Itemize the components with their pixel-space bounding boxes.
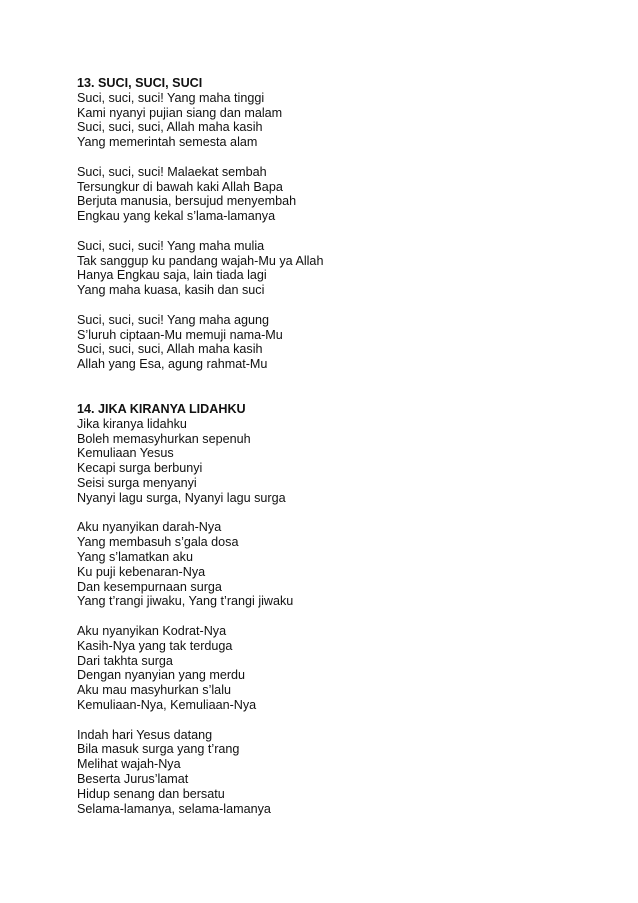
lyric-line: Tak sanggup ku pandang wajah-Mu ya Allah	[77, 253, 324, 268]
song-14	[77, 402, 293, 816]
stanza-gap	[77, 224, 323, 239]
lyric-line: Dengan nyanyian yang merdu	[77, 668, 246, 683]
lyric-line: Aku mau masyhurkan s’lalu	[77, 683, 231, 698]
lyric-line: Hanya Engkau saja, lain tiada lagi	[77, 268, 267, 283]
lyric-line: Melihat wajah-Nya	[77, 757, 181, 772]
lyric-line: Boleh memasyhurkan sepenuh	[77, 431, 251, 446]
song-title: 14. JIKA KIRANYA LIDAHKU	[77, 402, 246, 416]
stanza-3	[77, 239, 323, 298]
stanza-gap	[77, 150, 323, 165]
stanza-gap	[77, 609, 293, 624]
lyric-line: S’luruh ciptaan-Mu memuji nama-Mu	[77, 327, 283, 342]
lyric-line: Kecapi surga berbunyi	[77, 461, 203, 476]
stanza-2	[77, 165, 323, 224]
lyric-line: Seisi surga menyanyi	[77, 475, 197, 490]
lyric-line: Kemuliaan-Nya, Kemuliaan-Nya	[77, 697, 257, 712]
lyric-line: Suci, suci, suci! Yang maha tinggi	[77, 90, 265, 105]
lyric-line: Dari takhta surga	[77, 653, 173, 668]
stanza-2	[77, 520, 293, 609]
lyric-line: Engkau yang kekal s’lama-lamanya	[77, 209, 276, 224]
stanza-1	[77, 91, 323, 150]
lyric-line: Hidup senang dan bersatu	[77, 786, 225, 801]
lyric-line: Berjuta manusia, bersujud menyembah	[77, 194, 297, 209]
lyric-line: Yang t’rangi jiwaku, Yang t’rangi jiwaku	[77, 594, 294, 609]
stanza-gap	[77, 298, 323, 313]
stanza-gap	[77, 506, 293, 521]
stanza-3	[77, 624, 293, 713]
lyric-line: Selama-lamanya, selama-lamanya	[77, 801, 271, 816]
stanza-4	[77, 313, 323, 372]
song-13	[77, 76, 323, 372]
lyric-line: Bila masuk surga yang t’rang	[77, 742, 240, 757]
lyric-line: Beserta Jurus’lamat	[77, 771, 189, 786]
lyric-line: Suci, suci, suci, Allah maha kasih	[77, 120, 263, 135]
stanza-1	[77, 417, 293, 506]
lyric-line: Kasih-Nya yang tak terduga	[77, 638, 233, 653]
lyric-line: Suci, suci, suci! Yang maha agung	[77, 312, 270, 327]
lyric-line: Yang maha kuasa, kasih dan suci	[77, 283, 265, 298]
lyric-line: Aku nyanyikan Kodrat-Nya	[77, 623, 227, 638]
lyric-line: Allah yang Esa, agung rahmat-Mu	[77, 357, 268, 372]
lyric-line: Suci, suci, suci, Allah maha kasih	[77, 342, 263, 357]
lyric-line: Nyanyi lagu surga, Nyanyi lagu surga	[77, 490, 286, 505]
lyric-line: Jika kiranya lidahku	[77, 416, 187, 431]
song-title: 13. SUCI, SUCI, SUCI	[77, 76, 203, 90]
stanza-gap	[77, 713, 293, 728]
stanza-4	[77, 728, 293, 817]
lyric-line: Kami nyanyi pujian siang dan malam	[77, 105, 283, 120]
lyric-line: Dan kesempurnaan surga	[77, 579, 222, 594]
lyric-line: Indah hari Yesus datang	[77, 727, 213, 742]
lyric-line: Suci, suci, suci! Yang maha mulia	[77, 238, 265, 253]
lyric-line: Suci, suci, suci! Malaekat sembah	[77, 164, 267, 179]
lyric-line: Yang membasuh s’gala dosa	[77, 535, 239, 550]
lyric-line: Aku nyanyikan darah-Nya	[77, 520, 222, 535]
lyric-line: Tersungkur di bawah kaki Allah Bapa	[77, 179, 283, 194]
lyric-line: Ku puji kebenaran-Nya	[77, 564, 206, 579]
lyric-line: Kemuliaan Yesus	[77, 446, 174, 461]
lyric-line: Yang memerintah semesta alam	[77, 135, 258, 150]
lyric-line: Yang s’lamatkan aku	[77, 549, 193, 564]
